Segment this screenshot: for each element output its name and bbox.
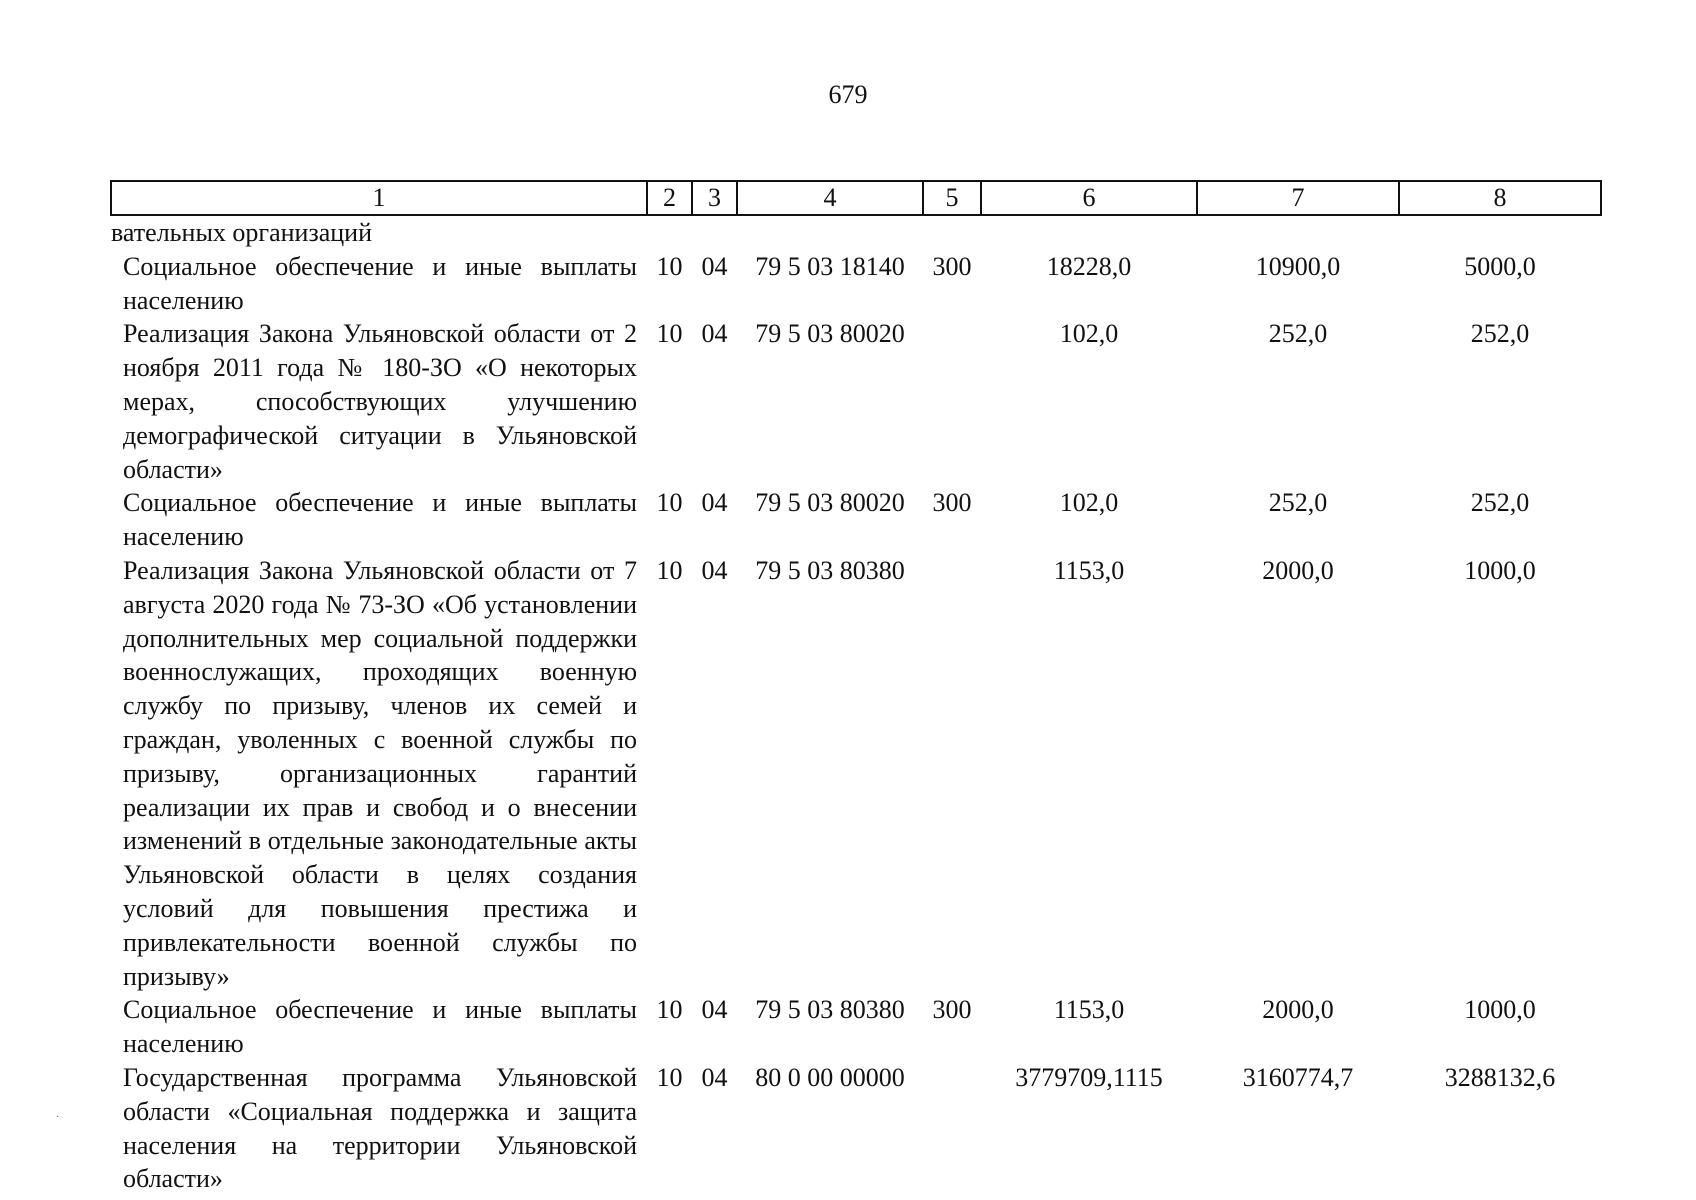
row-value-col6: 102,0	[1059, 488, 1119, 518]
row-value-col7: 3160774,7	[1242, 1062, 1354, 1092]
row-name: Социальное обеспечение и иные выплаты населению	[123, 488, 637, 552]
budget-table	[110, 180, 1602, 1196]
row-target-code: 79 5 03 80380	[755, 995, 905, 1025]
row-name: вательных организаций	[111, 218, 373, 247]
row-value-col8: 1000,0	[1464, 555, 1536, 585]
row-value-col7: 252,0	[1268, 319, 1328, 349]
table-row	[111, 250, 1601, 318]
row-value-col7: 2000,0	[1262, 995, 1334, 1025]
header-col-8: 8	[1399, 181, 1601, 215]
row-name: Социальное обеспечение и иные выплаты населению	[123, 995, 637, 1059]
table-row	[111, 486, 1601, 554]
row-value-col8: 252,0	[1470, 488, 1530, 518]
row-subsection: 04	[701, 995, 728, 1025]
row-value-col6: 1153,0	[1053, 555, 1125, 585]
row-subsection: 04	[701, 319, 728, 349]
row-value-col6: 102,0	[1059, 319, 1119, 349]
row-expense-type: 300	[932, 995, 972, 1025]
row-target-code: 79 5 03 80380	[755, 555, 905, 585]
row-expense-type	[923, 1061, 981, 1196]
row-target-code	[737, 215, 923, 250]
row-value-col8: 252,0	[1470, 319, 1530, 349]
row-name: Социальное обеспечение и иные выплаты населению	[123, 251, 637, 315]
row-value-col6	[981, 215, 1197, 250]
header-row	[111, 181, 1601, 215]
header-col-7: 7	[1197, 181, 1399, 215]
row-target-code: 79 5 03 80020	[755, 319, 905, 349]
row-subsection: 04	[701, 488, 728, 518]
scan-speck: ·	[56, 1112, 60, 1123]
table-row	[111, 554, 1601, 993]
page-number: 679	[828, 80, 868, 109]
row-value-col6: 3779709,1115	[1015, 1062, 1163, 1092]
header-col-3: 3	[692, 181, 737, 215]
table-row	[111, 993, 1601, 1061]
row-subsection: 04	[701, 555, 728, 585]
row-subsection: 04	[701, 1062, 728, 1092]
row-value-col8: 1000,0	[1464, 995, 1536, 1025]
row-value-col8: 3288132,6	[1444, 1062, 1556, 1092]
row-value-col6: 1153,0	[1053, 995, 1125, 1025]
row-target-code: 79 5 03 80020	[755, 488, 905, 518]
row-target-code: 80 0 00 00000	[755, 1062, 905, 1092]
table-body	[111, 215, 1601, 1196]
row-name: Государственная программа Ульяновской области «Социальная поддержка и защита населения на территории Ульяновской области»	[123, 1062, 637, 1194]
row-value-col6: 18228,0	[1046, 251, 1132, 281]
header-col-4: 4	[737, 181, 923, 215]
header-col-2: 2	[647, 181, 692, 215]
row-section: 10	[656, 555, 683, 585]
row-expense-type: 300	[932, 251, 972, 281]
row-subsection: 04	[701, 251, 728, 281]
row-value-col7: 252,0	[1268, 488, 1328, 518]
row-value-col7: 2000,0	[1262, 555, 1334, 585]
table-header	[111, 181, 1601, 215]
row-expense-type	[923, 215, 981, 250]
row-target-code: 79 5 03 18140	[755, 251, 905, 281]
row-expense-type	[923, 317, 981, 486]
row-section: 10	[656, 1062, 683, 1092]
row-expense-type: 300	[932, 488, 972, 518]
row-value-col7: 10900,0	[1255, 251, 1341, 281]
header-col-1: 1	[111, 181, 647, 215]
row-value-col7	[1197, 215, 1399, 250]
row-name: Реализация Закона Ульяновской области от 7 августа 2020 года № 73-ЗО «Об установлении дополнительных мер социальной поддержки военнослужащих, проходящих военную службу по призыву, членов их семей и граждан, уволенных с военной службы по призыву, организационных гарантий реализации их прав и свобод и о внесении изменений в отдельные законодательные акты Ульяновской области в целях создания условий для повышения престижа и привлекательности военной службы по призыву»	[123, 555, 637, 991]
row-value-col8	[1399, 215, 1601, 250]
row-section: 10	[656, 995, 683, 1025]
header-col-5: 5	[923, 181, 981, 215]
header-col-6: 6	[981, 181, 1197, 215]
row-expense-type	[923, 554, 981, 993]
table-row	[111, 215, 1601, 250]
row-value-col8: 5000,0	[1464, 251, 1536, 281]
row-name: Реализация Закона Ульяновской области от 2 ноября 2011 года № 180-ЗО «О некоторых мерах, способствующих улучшению демографической ситуации в Ульяновской области»	[123, 319, 637, 484]
row-section: 10	[656, 488, 683, 518]
row-subsection	[692, 215, 737, 250]
table-row	[111, 1061, 1601, 1196]
row-section: 10	[656, 319, 683, 349]
table-row	[111, 317, 1601, 486]
row-section	[647, 215, 692, 250]
row-section: 10	[656, 251, 683, 281]
